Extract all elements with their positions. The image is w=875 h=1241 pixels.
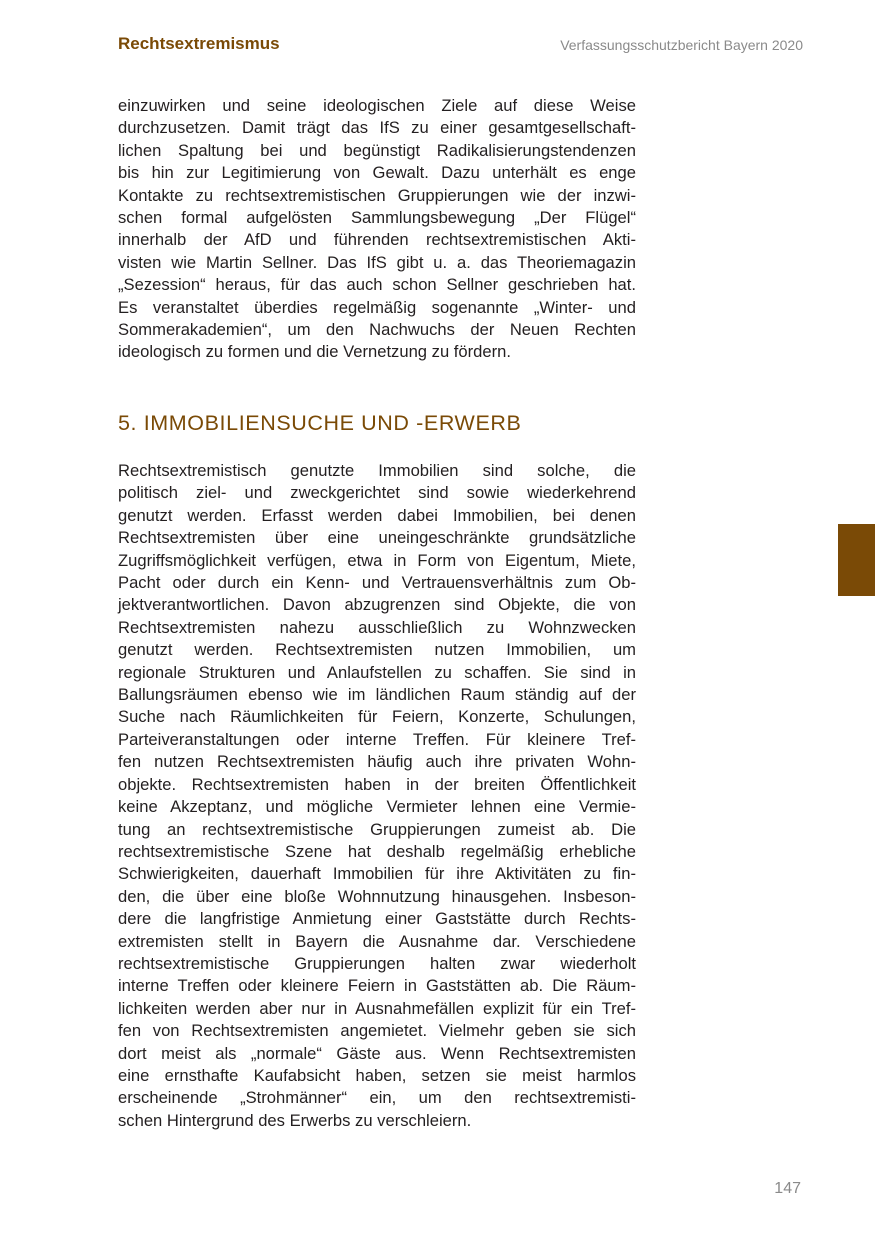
- text-line: tung an rechtsextremistische Gruppierungen zumeist ab. Die: [118, 819, 636, 839]
- text-line: „Sezession“ heraus, für das auch schon Sellner geschrieben hat.: [118, 275, 636, 295]
- page-number: 147: [774, 1180, 801, 1197]
- text-line: interne Treffen oder kleinere Feiern in Gaststätten ab. Die Räum-: [118, 976, 636, 996]
- text-line: bis hin zur Legitimierung von Gewalt. Dazu unterhält es enge: [118, 163, 636, 183]
- text-line: Rechtsextremisten über eine uneingeschränkte grundsätzliche: [118, 528, 636, 548]
- text-line: Parteiveranstaltungen oder interne Treffen. Für kleinere Tref-: [118, 729, 636, 749]
- text-line: ideologisch zu formen und die Vernetzung zu fördern.: [118, 342, 511, 362]
- text-line: Rechtsextremistisch genutzte Immobilien sind solche, die: [118, 461, 636, 480]
- section-title: Rechtsextremismus: [118, 34, 280, 53]
- text-line: keine Akzeptanz, und mögliche Vermieter lehnen eine Vermie-: [118, 797, 636, 817]
- chapter-tab-marker: [838, 524, 875, 596]
- text-line: rechtsextremistische Gruppierungen halten zwar wiederholt: [118, 953, 636, 973]
- paragraph-continued: [118, 95, 636, 364]
- text-line: objekte. Rechtsextremisten haben in der breiten Öffentlichkeit: [118, 774, 636, 794]
- text-line: fen von Rechtsextremisten angemietet. Vielmehr geben sie sich: [118, 1021, 636, 1041]
- text-line: Kontakte zu rechtsextremistischen Gruppierungen wie der inzwi-: [118, 185, 636, 205]
- text-line: rechtsextremistische Szene hat deshalb regelmäßig erhebliche: [118, 841, 636, 861]
- text-line: visten wie Martin Sellner. Das IfS gibt u. a. das Theoriemagazin: [118, 252, 636, 272]
- text-line: dort meist als „normale“ Gäste aus. Wenn Rechtsextremisten: [118, 1043, 636, 1063]
- text-line: genutzt werden. Erfasst werden dabei Immobilien, bei denen: [118, 505, 636, 525]
- text-line: Ballungsräumen ebenso wie im ländlichen Raum ständig auf der: [118, 685, 636, 705]
- text-line: regionale Strukturen und Anlaufstellen zu schaffen. Sie sind in: [118, 662, 636, 682]
- text-line: Schwierigkeiten, dauerhaft Immobilien für ihre Aktivitäten zu fin-: [118, 864, 636, 884]
- text-line: jektverantwortlichen. Davon abzugrenzen sind Objekte, die von: [118, 595, 636, 615]
- text-line: Sommerakademien“, um den Nachwuchs der Neuen Rechten: [118, 320, 636, 340]
- paragraph-immobilien: [118, 460, 636, 1132]
- text-line: einzuwirken und seine ideologischen Ziele auf diese Weise: [118, 96, 636, 115]
- text-line: Pacht oder durch ein Kenn- und Vertrauensverhältnis zum Ob-: [118, 573, 636, 593]
- text-line: Zugriffsmöglichkeit verfügen, etwa in Form von Eigentum, Miete,: [118, 550, 636, 570]
- publication-title: Verfassungsschutzbericht Bayern 2020: [560, 37, 803, 53]
- text-line: den, die über eine bloße Wohnnutzung hinausgehen. Insbeson-: [118, 886, 636, 906]
- text-line: lichkeiten werden aber nur in Ausnahmefällen explizit für ein Tref-: [118, 998, 636, 1018]
- text-line: fen nutzen Rechtsextremisten häufig auch ihre privaten Wohn-: [118, 752, 636, 772]
- text-line: genutzt werden. Rechtsextremisten nutzen Immobilien, um: [118, 640, 636, 660]
- text-line: innerhalb der AfD und führenden rechtsextremistischen Akti-: [118, 230, 636, 250]
- text-line: durchzusetzen. Damit trägt das IfS zu einer gesamtgesellschaft-: [118, 118, 636, 138]
- text-line: Rechtsextremisten nahezu ausschließlich zu Wohnzwecken: [118, 617, 636, 637]
- text-line: erscheinende „Strohmänner“ ein, um den rechtsextremisti-: [118, 1088, 636, 1108]
- text-line: Es veranstaltet überdies regelmäßig sogenannte „Winter- und: [118, 297, 636, 317]
- text-line: eine ernsthafte Kaufabsicht haben, setzen sie meist harmlos: [118, 1065, 636, 1085]
- text-line: politisch ziel- und zweckgerichtet sind sowie wiederkehrend: [118, 483, 636, 503]
- text-line: lichen Spaltung bei und begünstigt Radikalisierungstendenzen: [118, 140, 636, 160]
- text-line: dere die langfristige Anmietung einer Gaststätte durch Rechts-: [118, 909, 636, 929]
- text-line: schen Hintergrund des Erwerbs zu verschleiern.: [118, 1110, 472, 1130]
- section-heading: 5. IMMOBILIENSUCHE UND -ERWERB: [118, 411, 522, 435]
- text-line: Suche nach Räumlichkeiten für Feiern, Konzerte, Schulungen,: [118, 707, 636, 727]
- text-line: schen formal aufgelösten Sammlungsbewegung „Der Flügel“: [118, 208, 636, 228]
- text-line: extremisten stellt in Bayern die Ausnahme dar. Verschiedene: [118, 931, 636, 951]
